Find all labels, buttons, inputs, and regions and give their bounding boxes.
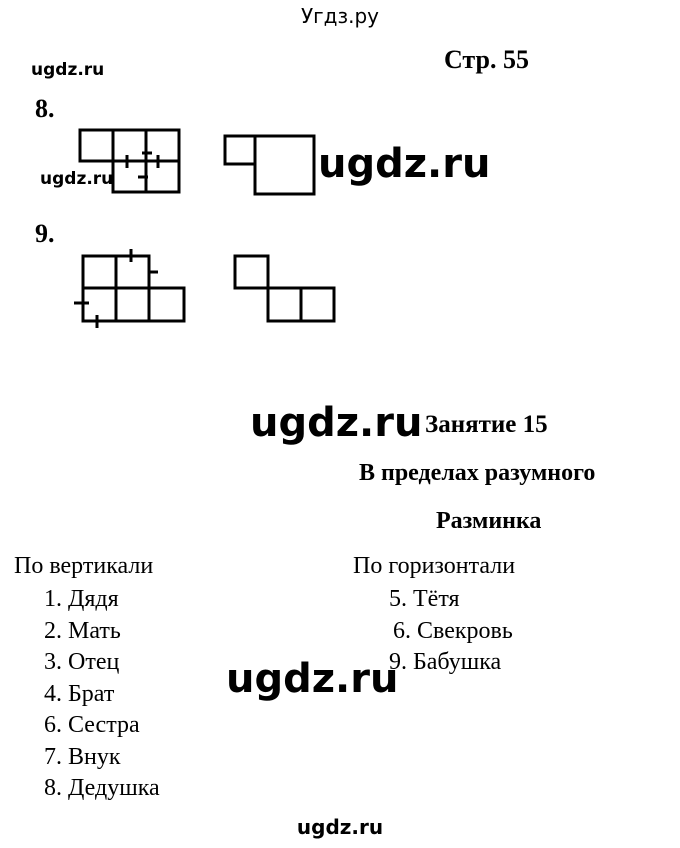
list-item: 2. Мать: [44, 617, 121, 644]
horizontal-heading: По горизонтали: [353, 553, 516, 579]
watermark: ugdz.ru: [31, 60, 105, 80]
list-item: 9. Бабушка: [389, 649, 502, 675]
section-title: Разминка: [436, 508, 542, 534]
watermark: ugdz.ru: [318, 141, 491, 187]
watermark: ugdz.ru: [226, 656, 399, 702]
list-item: 1. Дядя: [44, 586, 119, 612]
list-item: 8. Дедушка: [44, 775, 160, 801]
footer-watermark: ugdz.ru: [296, 815, 384, 839]
page-label: Стр. 55: [444, 45, 529, 74]
list-item: 6. Свекровь: [393, 617, 513, 644]
horizontal-answers: [389, 584, 513, 679]
task-number-9: 9.: [35, 219, 55, 248]
site-title: Угдз.ру: [300, 4, 380, 28]
vertical-answers: [44, 584, 160, 805]
task-number-8: 8.: [35, 94, 55, 123]
lesson-topic: В пределах разумного: [359, 460, 596, 486]
vertical-heading: По вертикали: [14, 553, 154, 579]
list-item: 7. Внук: [44, 743, 121, 770]
watermark: ugdz.ru: [250, 400, 423, 446]
list-item: 5. Тётя: [389, 586, 460, 612]
lesson-title: Занятие 15: [425, 411, 548, 438]
watermark: ugdz.ru: [40, 169, 114, 189]
list-item: 6. Сестра: [44, 712, 140, 738]
list-item: 4. Брат: [44, 680, 115, 707]
list-item: 3. Отец: [44, 649, 120, 675]
